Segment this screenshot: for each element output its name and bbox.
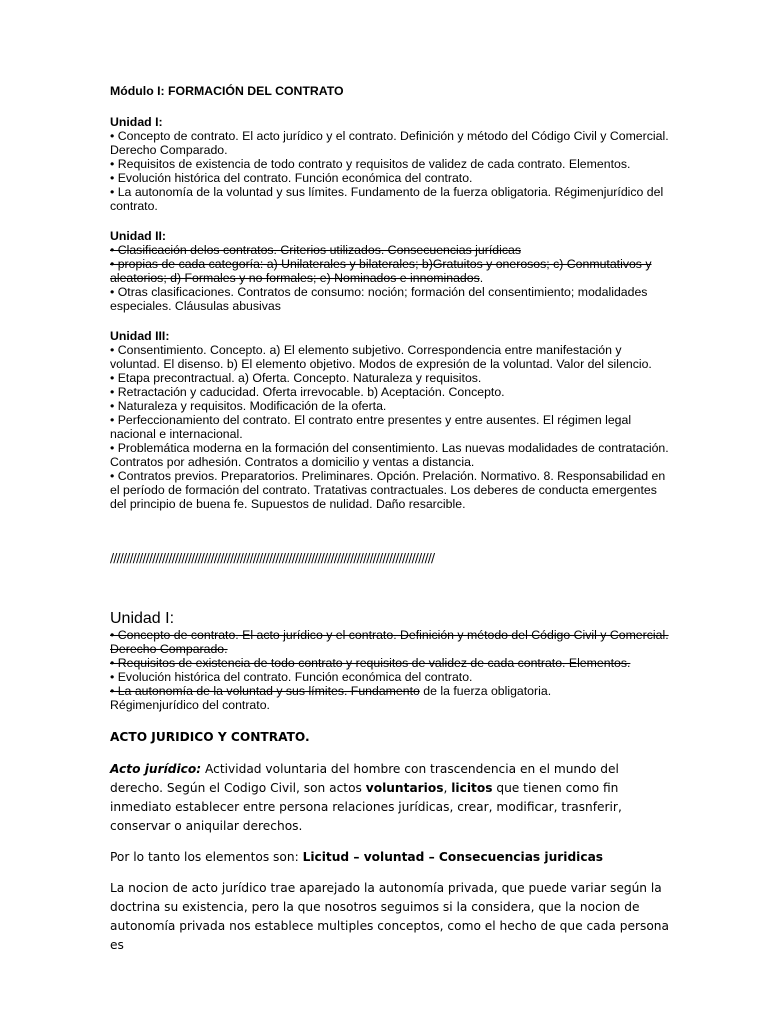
unidad-1-annotated-item: • Concepto de contrato. El acto jurídico y el contrato. Definición y método del Código Civil y Comercial. Derecho Comparado. bbox=[110, 628, 669, 656]
unidad-3-item: • Consentimiento. Concepto. a) El elemento subjetivo. Correspondencia entre manifestación y voluntad. El disenso. b) El elemento objetivo. Modos de expresión de la voluntad. Valor del silencio. bbox=[110, 343, 652, 371]
emphasis-licitos: licitos bbox=[451, 781, 493, 795]
unidad-1-item: • Requisitos de existencia de todo contrato y requisitos de validez de cada contrato. Elementos. bbox=[110, 157, 631, 171]
unidad-1-annotated-item-wrapper bbox=[110, 684, 670, 698]
paragraph-text: , bbox=[443, 781, 452, 795]
paragraph-text: Por lo tanto los elementos son: bbox=[110, 850, 303, 864]
unidad-2-struck-item: • Clasificación delos contratos. Criterios utilizados. Consecuencias jurídicas bbox=[110, 243, 521, 257]
unidad-1-item: • Concepto de contrato. El acto jurídico y el contrato. Definición y método del Código Civil y Comercial. Derecho Comparado. bbox=[110, 129, 669, 157]
paragraph-text: Actividad voluntaria del hombre con trascendencia en el mundo del derecho. Según el Codigo Civil, son actos bbox=[110, 762, 619, 795]
unidad-3-item: • Contratos previos. Preparatorios. Preliminares. Opción. Prelación. Normativo. 8. Responsabilidad en el período de formación del contrato. Tratativas contractuales. Los deberes de conducta emergentes del principio de buena fe. Supuestos de nulidad. Daño resarcible. bbox=[110, 469, 666, 511]
paragraph-autonomia: La nocion de acto jurídico trae aparejado la autonomía privada, que puede variar según la doctrina su existencia, pero la que nosotros seguimos si la considera, que la nocion de autonomía privada nos establece multiples conceptos, como el hecho de que cada persona es bbox=[110, 881, 669, 952]
document-page bbox=[110, 84, 670, 967]
unidad-2-section bbox=[110, 229, 670, 313]
unidad-3-item: • Naturaleza y requisitos. Modificación de la oferta. bbox=[110, 399, 387, 413]
unidad-2-struck-suffix: . bbox=[479, 271, 484, 285]
unidad-1-annotated-item: • Requisitos de existencia de todo contrato y requisitos de validez de cada contrato. Elementos. bbox=[110, 656, 631, 670]
slash-separator: //////////////////////////////////////////////////////////////////////////////////////////////////// bbox=[110, 551, 435, 565]
unidad-1-annotated-rest-part: de la fuerza obligatoria. bbox=[419, 684, 552, 698]
module-title: Módulo I: FORMACIÓN DEL CONTRATO bbox=[110, 84, 344, 98]
unidad-3-item: • Retractación y caducidad. Oferta irrevocable. b) Aceptación. Concepto. bbox=[110, 385, 505, 399]
unidad-2-struck-item: • propias de cada categoría: a) Unilaterales y bilaterales; b)Gratuitos y onerosos; c) Conmutativos y aleatorios; d) Formales y no formales; e) Nominados e innominados bbox=[110, 257, 652, 285]
paragraph-elementos bbox=[110, 848, 670, 867]
unidad-3-item: • Etapa precontractual. a) Oferta. Concepto. Naturaleza y requisitos. bbox=[110, 371, 482, 385]
unidad-2-item: • Otras clasificaciones. Contratos de consumo: noción; formación del consentimiento; modalidades especiales. Cláusulas abusivas bbox=[110, 285, 648, 313]
paragraph-text: que tienen como fin inmediato establecer entre persona relaciones jurídicas, crear, modificar, trasnferir, conservar o aniquilar derechos. bbox=[110, 781, 622, 833]
unidad-3-item: • Problemática moderna en la formación del consentimiento. Las nuevas modalidades de contratación. Contratos por adhesión. Contratos a domicilio y ventas a distancia. bbox=[110, 441, 669, 469]
emphasis-voluntarios: voluntarios bbox=[365, 781, 444, 795]
unidad-1-annotated-item: • Evolución histórica del contrato. Función económica del contrato. bbox=[110, 670, 473, 684]
unidad-1-item: • Evolución histórica del contrato. Función económica del contrato. bbox=[110, 171, 473, 185]
spacer bbox=[110, 213, 670, 229]
unidad-1-annotated-title: Unidad I: bbox=[110, 610, 175, 627]
unidad-2-title: Unidad II: bbox=[110, 229, 167, 243]
unidad-1-title: Unidad I: bbox=[110, 115, 163, 129]
section-heading: ACTO JURIDICO Y CONTRATO. bbox=[110, 730, 310, 744]
term-acto-juridico: Acto jurídico: bbox=[110, 762, 202, 776]
unidad-1-annotated-struck-part: • La autonomía de la voluntad y sus límites. Fundamento bbox=[110, 684, 420, 698]
unidad-1-item: • La autonomía de la voluntad y sus límites. Fundamento de la fuerza obligatoria. Régimenjurídico del contrato. bbox=[110, 185, 664, 213]
unidad-3-item: • Perfeccionamiento del contrato. El contrato entre presentes y entre ausentes. El régimen legal nacional e internacional. bbox=[110, 413, 632, 441]
unidad-1-annotated-section bbox=[110, 610, 670, 712]
unidad-3-title: Unidad III: bbox=[110, 329, 170, 343]
spacer bbox=[110, 313, 670, 329]
unidad-2-struck-item-wrapper bbox=[110, 257, 670, 285]
emphasis-elementos: Licitud – voluntad – Consecuencias juridicas bbox=[302, 850, 604, 864]
unidad-3-section bbox=[110, 329, 670, 511]
paragraph-acto-juridico bbox=[110, 760, 670, 836]
unidad-1-annotated-item: Régimenjurídico del contrato. bbox=[110, 698, 270, 712]
unidad-1-section bbox=[110, 115, 670, 213]
